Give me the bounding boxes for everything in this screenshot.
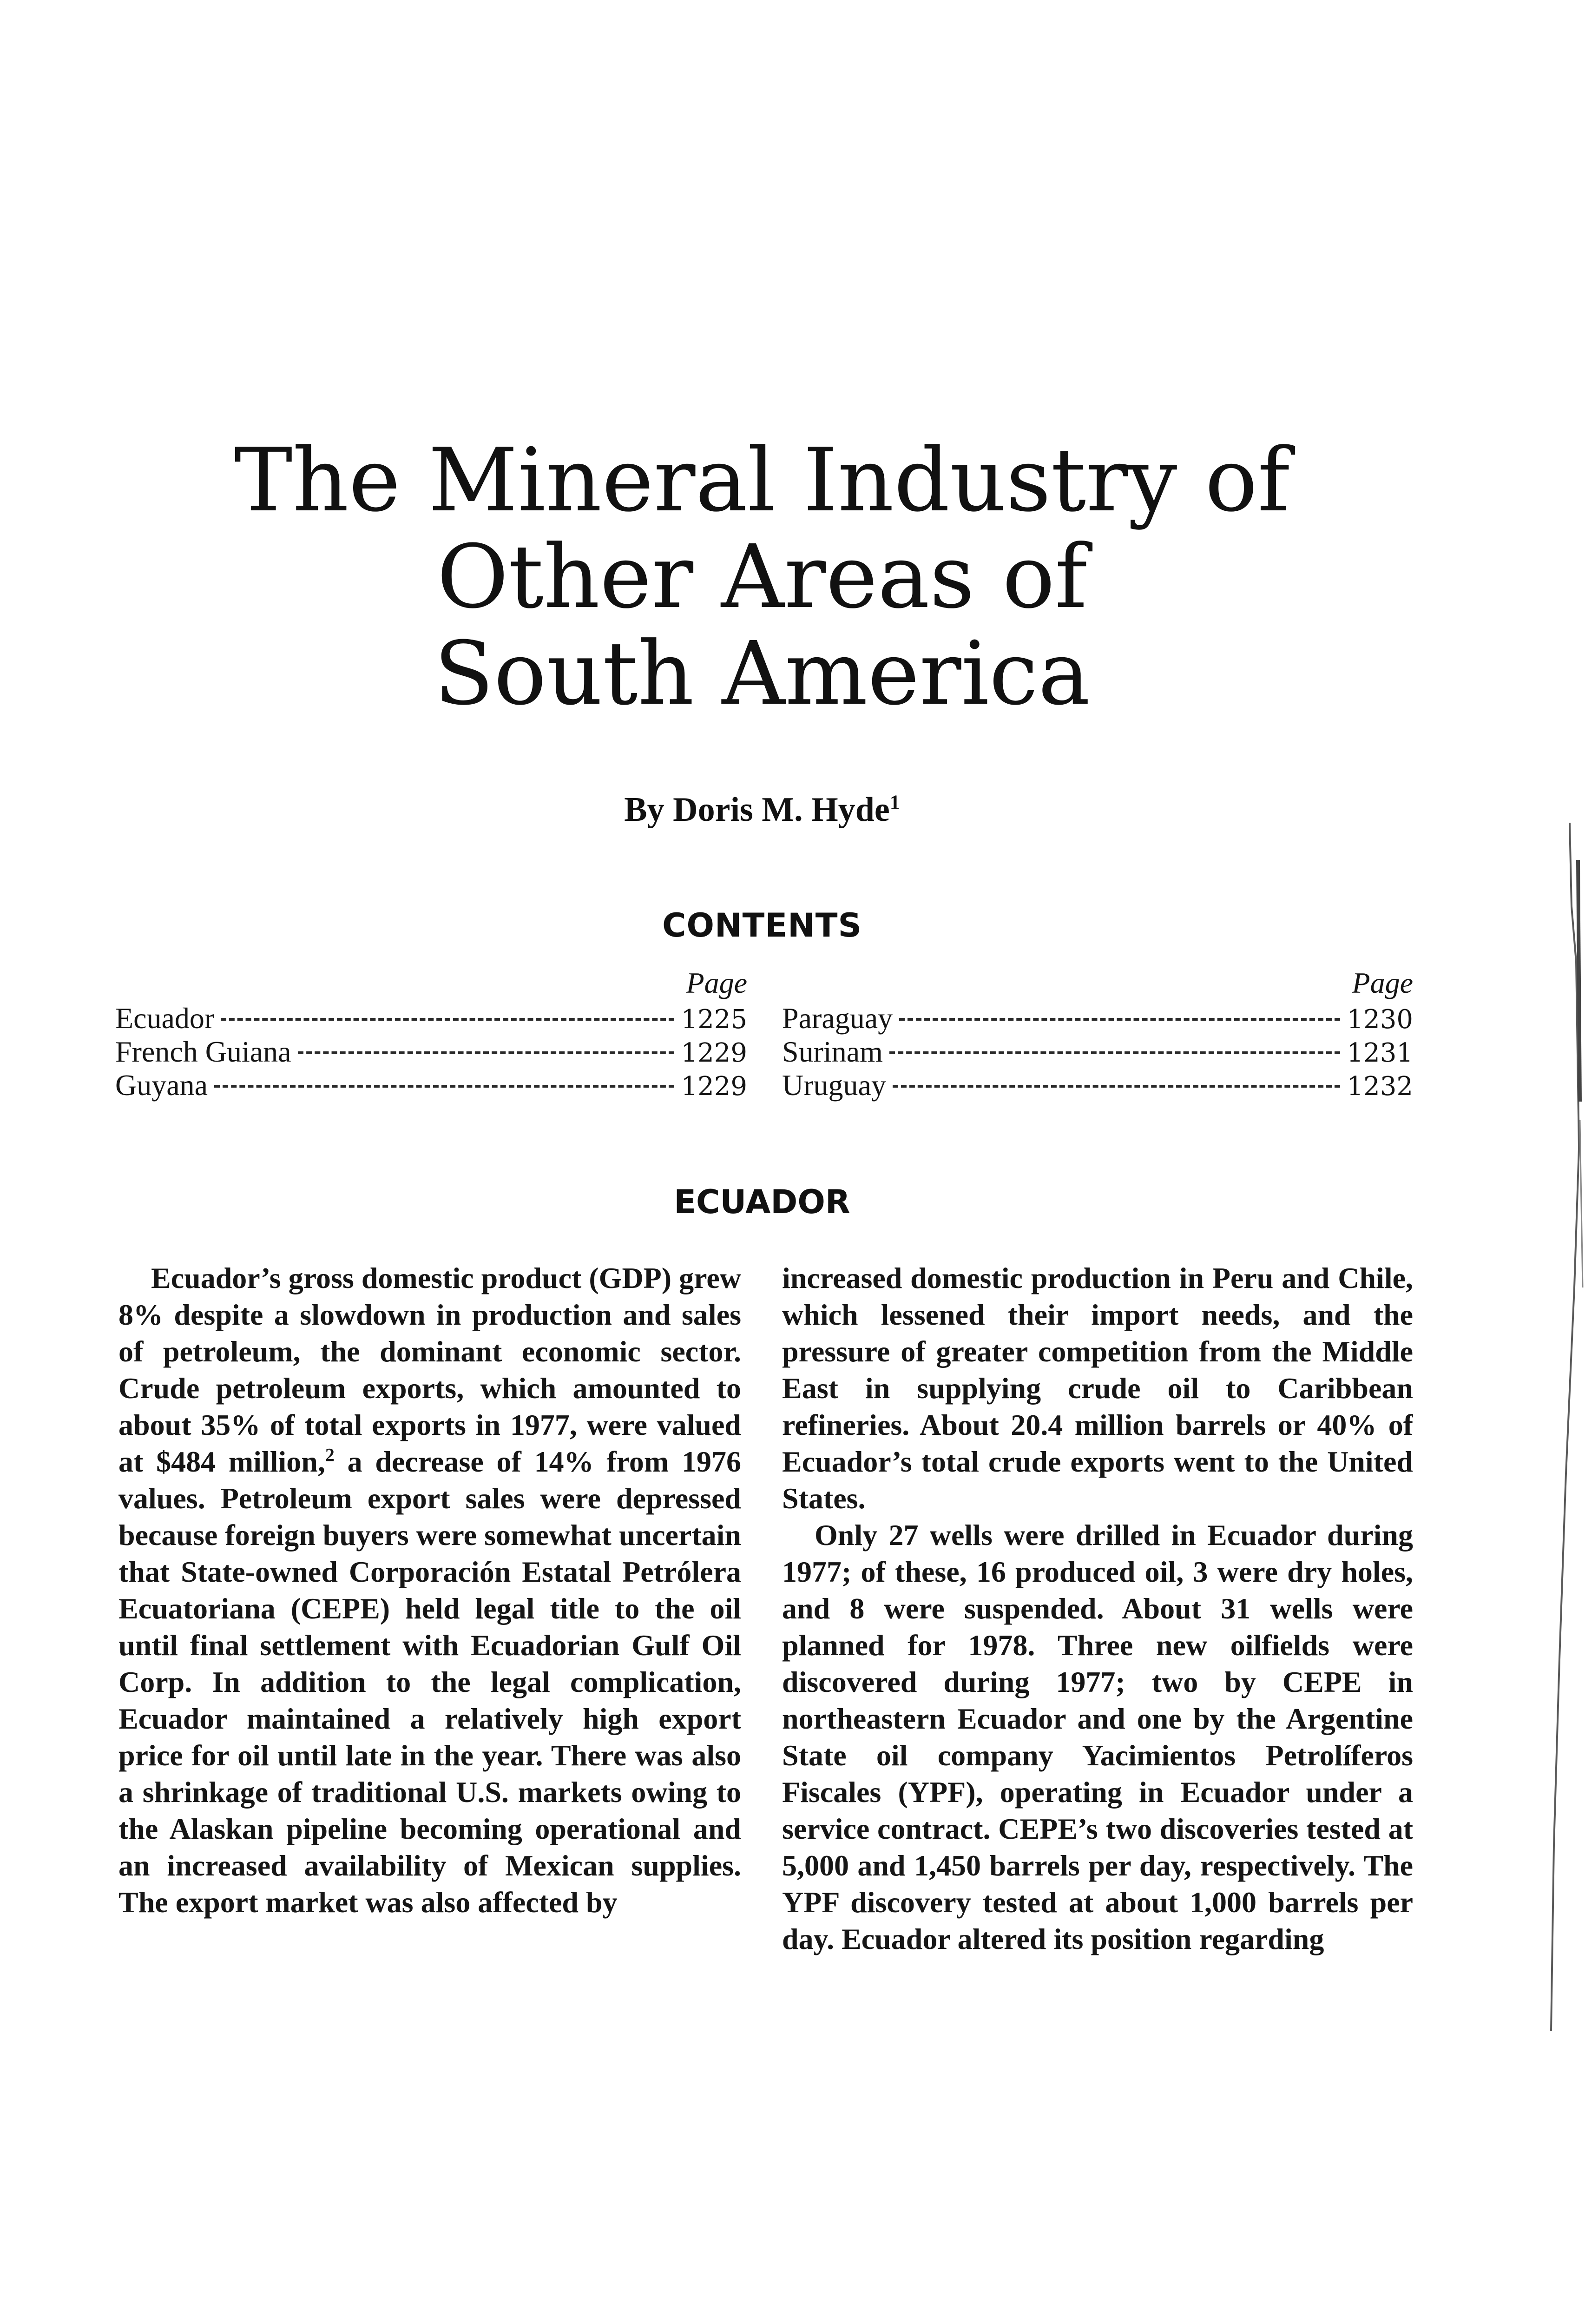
toc-entry	[782, 1035, 1413, 1069]
toc-entry	[782, 1002, 1413, 1035]
toc-left-column	[115, 964, 747, 1102]
toc-entry-page: 1229	[681, 1071, 747, 1102]
toc-right-column	[782, 964, 1413, 1102]
toc-leader	[899, 1018, 1340, 1021]
toc-entry-name: Surinam	[782, 1035, 883, 1068]
author-byline	[139, 790, 1385, 830]
footnote-mark: 2	[325, 1444, 335, 1466]
toc-entry-name: Uruguay	[782, 1069, 886, 1102]
toc-entry-name: French Guiana	[115, 1035, 291, 1068]
toc-entry-name: Paraguay	[782, 1002, 893, 1035]
toc-entry-page: 1229	[681, 1038, 747, 1068]
toc-entry	[115, 1035, 747, 1069]
toc-page-label: Page	[686, 966, 747, 999]
toc-entry-page: 1225	[681, 1004, 747, 1035]
document-title	[139, 429, 1385, 725]
toc-entry-page: 1232	[1347, 1071, 1413, 1102]
scan-edge-marks	[1515, 823, 1585, 2124]
toc-page-label: Page	[1352, 966, 1413, 999]
title-line-3: South America	[434, 623, 1091, 725]
toc-entry-page: 1231	[1347, 1038, 1413, 1068]
author-footnote-mark: 1	[889, 791, 900, 814]
toc-leader	[893, 1085, 1341, 1088]
toc-entry	[782, 1069, 1413, 1102]
author-name: By Doris M. Hyde	[624, 791, 890, 829]
body-paragraph: increased domestic production in Peru and Chile, which lessened their import needs, and the pressure of greater competition from the Middle East in supplying crude oil to Caribbean refineries. About 20.4 million barrels or 40% of Ecuador’s total crude exports went to the United States.	[782, 1261, 1413, 1515]
toc-entry	[115, 1069, 747, 1102]
body-column-left	[118, 1260, 741, 2078]
title-line-2: Other Areas of	[437, 526, 1087, 628]
contents-heading: CONTENTS	[662, 906, 862, 944]
toc-leader	[298, 1051, 675, 1054]
body-column-right	[782, 1260, 1413, 2078]
body-paragraph	[118, 1260, 741, 1921]
body-paragraph: Only 27 wells were drilled in Ecuador during 1977; of these, 16 produced oil, 3 were dry holes, and 8 were suspended. About 31 wells were planned for 1978. Three new oilfields were discovered during 1977; two by CEPE in northeastern Ecuador and one by the Argentine State oil company Yacimientos Petrolíferos Fiscales (YPF), operating in Ecuador under a service contract. CEPE’s two discoveries tested at 5,000 and 1,450 barrels per day, respectively. The YPF discovery tested at about 1,000 barrels per day. Ecuador altered its position regarding	[782, 1519, 1413, 1955]
section-heading-ecuador: ECUADOR	[674, 1183, 850, 1221]
toc-leader	[221, 1018, 674, 1021]
title-line-1: The Mineral Industry of	[234, 429, 1290, 531]
paragraph-text: Ecuador’s gross domestic product (GDP) grew 8% despite a slowdown in production and sales of petroleum, the dominant economic sector. Crude petroleum exports, which amounted to about 35% of total exports in 1977, were valued at $484 million,	[118, 1261, 741, 1478]
toc-entry-name: Guyana	[115, 1069, 208, 1102]
toc-entry-page: 1230	[1347, 1004, 1413, 1035]
toc-leader	[214, 1085, 674, 1088]
toc-entry	[115, 1002, 747, 1035]
toc-leader	[889, 1051, 1341, 1054]
paragraph-text: a decrease of 14% from 1976 values. Petroleum export sales were depressed because foreign buyers were somewhat uncertain that State-owned Corporación Estatal Petrólera Ecuatoriana (CEPE) held legal title to the oil until final settlement with Ecuadorian Gulf Oil Corp. In addition to the legal complication, Ecuador maintained a relatively high export price for oil until late in the year. There was also a shrinkage of traditional U.S. markets owing to the Alaskan pipeline becoming operational and an increased availability of Mexican supplies. The export market was also affected by	[118, 1445, 741, 1919]
toc-entry-name: Ecuador	[115, 1002, 215, 1035]
